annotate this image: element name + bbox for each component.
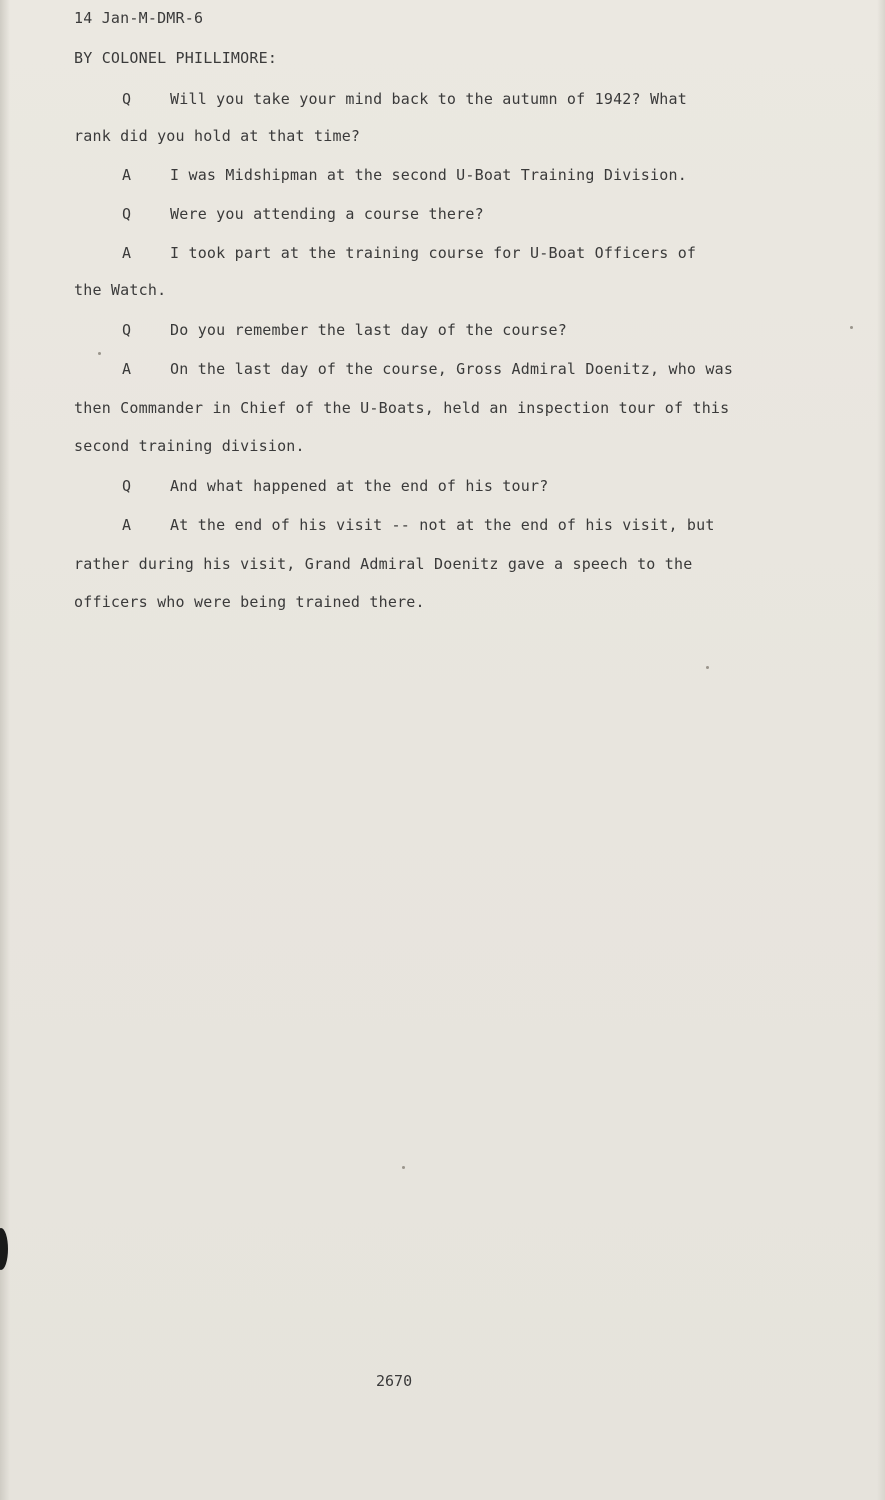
speaker-label: A [122, 516, 132, 534]
transcript-line: Will you take your mind back to the autumn of 1942? What [170, 90, 687, 108]
paper-speck [850, 326, 853, 329]
transcript-line: I was Midshipman at the second U-Boat Training Division. [170, 166, 687, 184]
speaker-label: Q [122, 321, 132, 339]
speaker-label: Q [122, 205, 132, 223]
transcript-line: second training division. [74, 437, 305, 455]
page-number: 2670 [376, 1372, 413, 1390]
transcript-line: And what happened at the end of his tour? [170, 477, 549, 495]
left-edge-shadow [0, 0, 10, 1500]
transcript-line: officers who were being trained there. [74, 593, 425, 611]
transcript-line: rank did you hold at that time? [74, 127, 361, 145]
speaker-label: Q [122, 90, 132, 108]
speaker-label: A [122, 244, 132, 262]
transcript-line: Were you attending a course there? [170, 205, 484, 223]
transcript-line: the Watch. [74, 281, 167, 299]
paper-speck [402, 1166, 405, 1169]
right-edge-shadow [877, 0, 885, 1500]
transcript-line: Do you remember the last day of the course? [170, 321, 567, 339]
speaker-label: A [122, 166, 132, 184]
transcript-line: I took part at the training course for U-Boat Officers of [170, 244, 697, 262]
paper-speck [706, 666, 709, 669]
transcript-line: At the end of his visit -- not at the end of his visit, but [170, 516, 715, 534]
speaker-label: Q [122, 477, 132, 495]
speaker-label: A [122, 360, 132, 378]
transcript-line: then Commander in Chief of the U-Boats, held an inspection tour of this [74, 399, 730, 417]
transcript-line: rather during his visit, Grand Admiral Doenitz gave a speech to the [74, 555, 693, 573]
paper-speck [98, 352, 101, 355]
examiner-heading: BY COLONEL PHILLIMORE: [74, 49, 278, 67]
page-identifier: 14 Jan-M-DMR-6 [74, 9, 204, 27]
transcript-line: On the last day of the course, Gross Admiral Doenitz, who was [170, 360, 734, 378]
